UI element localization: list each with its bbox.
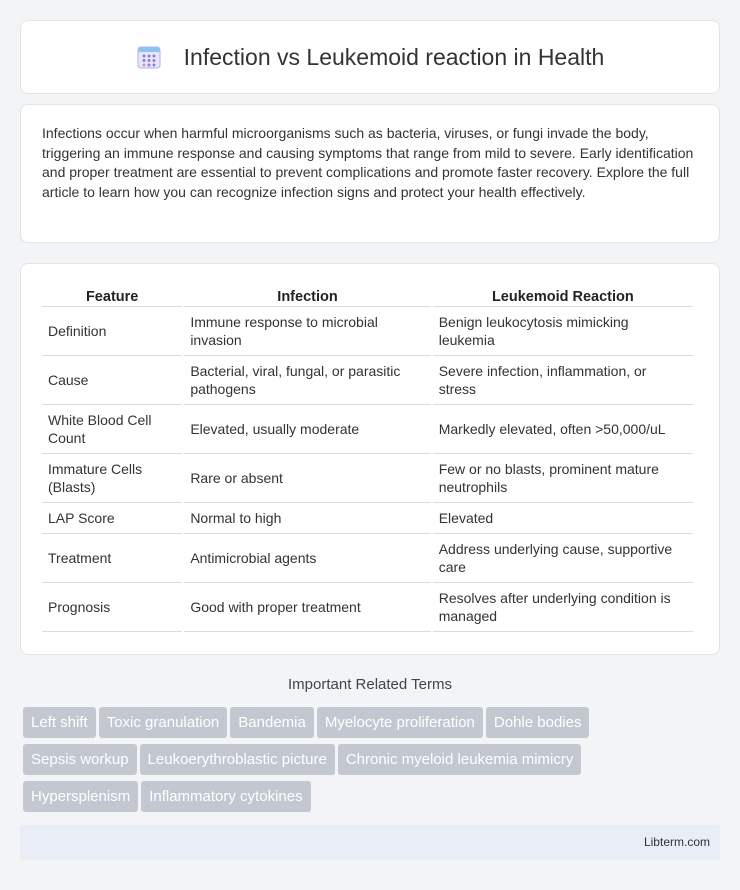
table-cell: Immature Cells (Blasts) <box>42 454 182 503</box>
column-header: Leukemoid Reaction <box>433 286 693 307</box>
table-cell: Benign leukocytosis mimicking leukemia <box>433 307 693 356</box>
table-row <box>42 405 693 454</box>
table-row <box>42 307 693 356</box>
table-row <box>42 356 693 405</box>
table-cell: Elevated, usually moderate <box>184 405 430 454</box>
table-cell: Severe infection, inflammation, or stress <box>433 356 693 405</box>
related-term-tag[interactable]: Sepsis workup <box>23 744 137 775</box>
related-terms-title: Important Related Terms <box>288 676 452 693</box>
table-cell: Prognosis <box>42 583 182 632</box>
table-cell: Treatment <box>42 534 182 583</box>
related-term-tag[interactable]: Left shift <box>23 707 96 738</box>
column-header: Infection <box>184 286 430 307</box>
related-term-tag[interactable]: Hypersplenism <box>23 781 138 812</box>
related-term-tag[interactable]: Leukoerythroblastic picture <box>140 744 335 775</box>
comparison-table-card <box>20 263 720 655</box>
calendar-grid-icon <box>136 44 162 70</box>
table-cell: Immune response to microbial invasion <box>184 307 430 356</box>
related-terms-list <box>23 707 723 818</box>
table-cell: LAP Score <box>42 503 182 534</box>
table-cell: Good with proper treatment <box>184 583 430 632</box>
table-cell: Normal to high <box>184 503 430 534</box>
table-cell: Bacterial, viral, fungal, or parasitic pathogens <box>184 356 430 405</box>
footer <box>20 825 720 860</box>
table-cell: Markedly elevated, often >50,000/uL <box>433 405 693 454</box>
intro-card <box>20 104 720 243</box>
table-cell: Resolves after underlying condition is managed <box>433 583 693 632</box>
header-card <box>20 20 720 94</box>
table-header-row <box>42 286 693 307</box>
related-term-tag[interactable]: Chronic myeloid leukemia mimicry <box>338 744 582 775</box>
table-row <box>42 503 693 534</box>
comparison-table <box>40 286 695 632</box>
table-row <box>42 454 693 503</box>
page-title: Infection vs Leukemoid reaction in Health <box>183 43 605 70</box>
related-term-tag[interactable]: Myelocyte proliferation <box>317 707 483 738</box>
footer-site-link[interactable]: Libterm.com <box>643 835 710 849</box>
intro-text: Infections occur when harmful microorganisms such as bacteria, viruses, or fungi invade the body, triggering an immune response and causing symptoms that range from mild to severe. Early identification and proper treatment are essential to prevent complications and promote faster recovery. Explore the full article to learn how you can recognize infection signs and protect your health effectively. <box>42 125 694 201</box>
table-cell: Cause <box>42 356 182 405</box>
related-term-tag[interactable]: Toxic granulation <box>99 707 228 738</box>
table-row <box>42 583 693 632</box>
table-cell: White Blood Cell Count <box>42 405 182 454</box>
table-row <box>42 534 693 583</box>
table-cell: Definition <box>42 307 182 356</box>
related-term-tag[interactable]: Bandemia <box>230 707 314 738</box>
table-cell: Antimicrobial agents <box>184 534 430 583</box>
column-header: Feature <box>42 286 182 307</box>
related-term-tag[interactable]: Dohle bodies <box>486 707 590 738</box>
table-cell: Address underlying cause, supportive care <box>433 534 693 583</box>
table-cell: Elevated <box>433 503 693 534</box>
related-term-tag[interactable]: Inflammatory cytokines <box>141 781 310 812</box>
table-cell: Rare or absent <box>184 454 430 503</box>
table-cell: Few or no blasts, prominent mature neutrophils <box>433 454 693 503</box>
